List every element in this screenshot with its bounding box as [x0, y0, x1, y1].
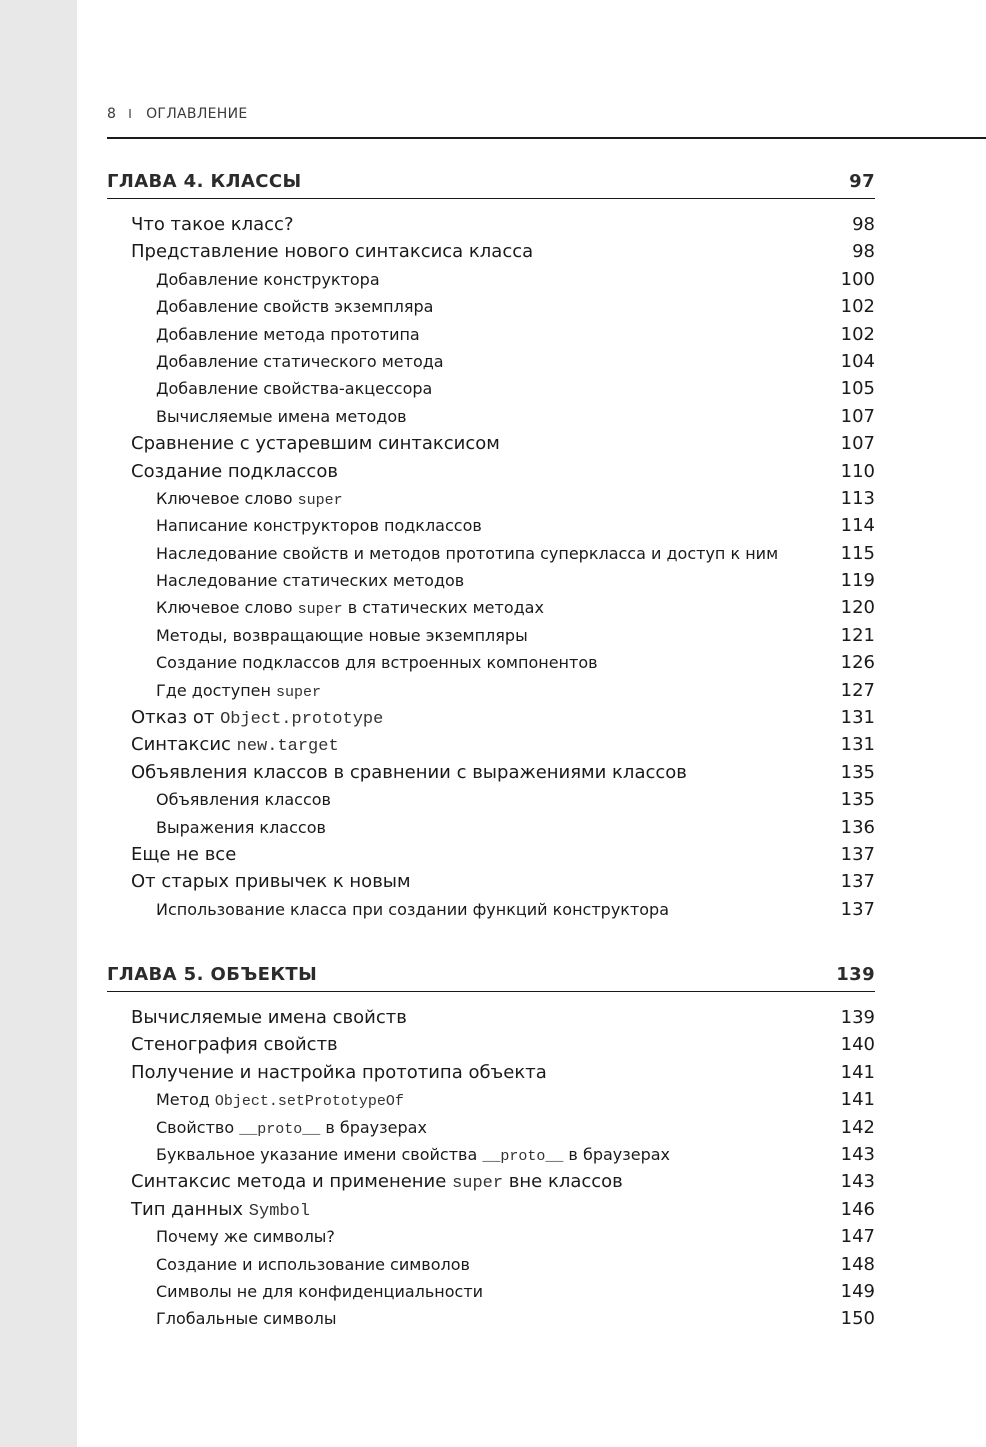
- entry-page: 142: [840, 1116, 875, 1138]
- entry-page: 143: [840, 1143, 875, 1165]
- entry-text: Сравнение с устаревшим синтаксисом: [131, 433, 500, 455]
- page-gutter: [0, 0, 77, 1447]
- entry-page: 120: [840, 597, 875, 619]
- toc-section[interactable]: [107, 458, 875, 485]
- header-title: ОГЛАВЛЕНИЕ: [146, 106, 248, 122]
- toc-section[interactable]: [107, 731, 875, 758]
- entry-page: 135: [840, 789, 875, 811]
- toc-section[interactable]: [107, 1031, 875, 1058]
- entry-text: Что такое класс?: [131, 214, 294, 235]
- entry-title: [156, 403, 407, 430]
- entry-text: От старых привычек к новым: [131, 871, 411, 893]
- entry-text: в браузерах: [320, 1117, 427, 1137]
- entry-title: [156, 896, 669, 923]
- entry-title: [131, 430, 500, 457]
- toc-subsection[interactable]: [107, 293, 875, 320]
- entry-title: [131, 841, 236, 868]
- entry-page: 137: [840, 871, 875, 893]
- entry-title: [156, 512, 482, 539]
- entry-text: Синтаксис метода и применение: [131, 1171, 453, 1193]
- toc-subsection[interactable]: [107, 1278, 875, 1305]
- entry-text: вне классов: [503, 1171, 623, 1193]
- entry-title: [131, 1004, 407, 1031]
- chapter-4: [107, 164, 875, 923]
- entry-page: 114: [840, 515, 875, 537]
- entry-title: [156, 786, 331, 813]
- toc-subsection[interactable]: [107, 896, 875, 923]
- entry-text: Символы не для конфиденциальности: [156, 1281, 484, 1301]
- entry-page: 147: [840, 1226, 875, 1248]
- entry-text: Вычисляемые имена методов: [156, 406, 407, 426]
- entry-page: 110: [840, 460, 875, 482]
- toc-subsection[interactable]: [107, 540, 875, 567]
- code-keyword: Object.prototype: [220, 710, 384, 730]
- entry-text: Еще не все: [131, 843, 237, 865]
- entry-title: [156, 1251, 470, 1278]
- entry-text: Тип данных: [131, 1198, 249, 1220]
- entry-title: [156, 594, 544, 623]
- toc-subsection[interactable]: [107, 321, 875, 348]
- toc-subsection[interactable]: [107, 1305, 875, 1332]
- code-keyword: super: [276, 683, 322, 701]
- toc-entries: [107, 211, 875, 923]
- toc-subsection[interactable]: [107, 677, 875, 704]
- entry-title: [131, 211, 294, 238]
- entry-text: Объявления классов: [156, 790, 331, 810]
- entry-text: Стенография свойств: [131, 1034, 338, 1056]
- entry-text: Почему же символы?: [156, 1227, 335, 1247]
- code-keyword: super: [297, 491, 343, 509]
- entry-title: [131, 1196, 310, 1225]
- entry-title: [131, 704, 383, 733]
- header-rule: [107, 137, 986, 139]
- toc-section[interactable]: [107, 704, 875, 731]
- toc-subsection[interactable]: [107, 1223, 875, 1250]
- entry-text: в браузерах: [563, 1144, 671, 1164]
- entry-text: Где доступен: [156, 680, 277, 700]
- toc-section[interactable]: [107, 1004, 875, 1031]
- toc-section[interactable]: [107, 211, 875, 238]
- entry-title: [156, 485, 343, 514]
- entry-text: Ключевое слово: [156, 598, 298, 618]
- entry-title: [131, 1059, 547, 1086]
- entry-page: 143: [840, 1171, 875, 1193]
- toc-section[interactable]: [107, 759, 875, 786]
- entry-text: Создание и использование символов: [156, 1254, 470, 1274]
- chapter-heading[interactable]: [107, 164, 875, 199]
- page-number: 8: [107, 106, 117, 122]
- code-keyword: super: [297, 601, 343, 619]
- entry-page: 102: [840, 296, 875, 318]
- entry-page: 126: [840, 652, 875, 674]
- entry-title: [156, 293, 433, 320]
- entry-title: [156, 1278, 483, 1305]
- toc-subsection[interactable]: [107, 622, 875, 649]
- entry-title: [156, 1086, 404, 1115]
- entry-text: Синтаксис: [131, 734, 237, 756]
- toc-subsection[interactable]: [107, 266, 875, 293]
- entry-text: Добавление статического метода: [156, 351, 444, 371]
- entry-text: Ключевое слово: [156, 488, 298, 508]
- entry-page: 102: [840, 323, 875, 345]
- entry-text: Создание подклассов для встроенных компонентов: [156, 653, 598, 673]
- entry-text: Свойство: [156, 1117, 240, 1137]
- toc-subsection[interactable]: [107, 814, 875, 841]
- entry-title: [156, 567, 464, 594]
- entry-text: Добавление метода прототипа: [156, 324, 420, 344]
- entry-page: 135: [840, 761, 875, 783]
- entry-text: Вычисляемые имена свойств: [131, 1007, 407, 1028]
- toc-subsection[interactable]: [107, 1086, 875, 1113]
- entry-title: [156, 1305, 336, 1332]
- entry-page: 100: [840, 268, 875, 290]
- entry-title: [156, 622, 528, 649]
- code-keyword: new.target: [236, 737, 339, 757]
- toc-entries: [107, 1004, 875, 1333]
- entry-text: Добавление свойства-акцессора: [156, 379, 433, 399]
- chapter-page: 97: [849, 170, 875, 192]
- toc-subsection[interactable]: [107, 485, 875, 512]
- entry-text: Добавление свойств экземпляра: [156, 297, 434, 317]
- entry-page: 141: [840, 1089, 875, 1111]
- toc-section[interactable]: [107, 868, 875, 895]
- toc-section[interactable]: [107, 430, 875, 457]
- entry-page: 131: [840, 707, 875, 729]
- entry-text: Выражения классов: [156, 817, 326, 837]
- entry-text: Объявления классов в сравнении с выражениями классов: [131, 761, 687, 783]
- toc-subsection[interactable]: [107, 567, 875, 594]
- entry-text: Глобальные символы: [156, 1309, 337, 1329]
- entry-text: в статических методах: [342, 598, 544, 618]
- entry-page: 148: [840, 1253, 875, 1275]
- entry-page: 127: [840, 679, 875, 701]
- entry-page: 113: [840, 487, 875, 509]
- entry-title: [156, 814, 326, 841]
- entry-page: 139: [840, 1007, 875, 1028]
- entry-text: Методы, возвращающие новые экземпляры: [156, 625, 528, 645]
- code-keyword: Symbol: [248, 1201, 311, 1221]
- entry-text: Отказ от: [131, 707, 221, 729]
- entry-title: [156, 677, 321, 706]
- entry-page: 105: [840, 378, 875, 400]
- entry-page: 119: [840, 570, 875, 592]
- toc-subsection[interactable]: [107, 1114, 875, 1141]
- toc-section[interactable]: [107, 1196, 875, 1223]
- chapter-5: [107, 957, 875, 1333]
- toc-subsection[interactable]: [107, 403, 875, 430]
- entry-page: 107: [840, 433, 875, 455]
- entry-page: 107: [840, 405, 875, 427]
- entry-title: [156, 540, 778, 567]
- entry-page: 146: [840, 1198, 875, 1220]
- toc-subsection[interactable]: [107, 348, 875, 375]
- entry-text: Создание подклассов: [131, 460, 338, 482]
- entry-page: 137: [840, 843, 875, 865]
- chapter-title: ГЛАВА 5. ОБЪЕКТЫ: [107, 963, 318, 985]
- entry-title: [131, 868, 411, 895]
- toc-subsection[interactable]: [107, 786, 875, 813]
- entry-text: Использование класса при создании функций конструктора: [156, 899, 670, 919]
- chapter-title: ГЛАВА 4. КЛАССЫ: [107, 170, 302, 192]
- code-keyword: Object.setPrototypeOf: [214, 1093, 404, 1111]
- toc-section[interactable]: [107, 238, 875, 265]
- entry-title: [156, 321, 420, 348]
- code-keyword: super: [452, 1174, 504, 1194]
- entry-text: Наследование статических методов: [156, 571, 465, 591]
- toc-subsection[interactable]: [107, 649, 875, 676]
- entry-text: Написание конструкторов подклассов: [156, 516, 482, 536]
- running-header: [107, 106, 248, 122]
- toc-section[interactable]: [107, 841, 875, 868]
- entry-page: 136: [840, 816, 875, 838]
- entry-text: Метод: [156, 1090, 215, 1110]
- entry-page: 137: [840, 898, 875, 920]
- entry-title: [131, 759, 687, 786]
- toc-subsection[interactable]: [107, 1251, 875, 1278]
- toc-subsection[interactable]: [107, 1141, 875, 1168]
- entry-title: [156, 1141, 670, 1170]
- entry-title: [156, 1114, 427, 1143]
- entry-text: Наследование свойств и методов прототипа суперкласса и доступ к ним: [156, 543, 779, 563]
- code-keyword: __proto__: [482, 1147, 564, 1165]
- entry-title: [156, 375, 432, 402]
- entry-title: [156, 266, 380, 293]
- header-separator: I: [128, 107, 133, 121]
- entry-page: 150: [840, 1308, 875, 1330]
- entry-title: [156, 649, 598, 676]
- toc-subsection[interactable]: [107, 594, 875, 621]
- entry-title: [131, 731, 339, 760]
- entry-page: 104: [840, 350, 875, 372]
- entry-page: 121: [840, 624, 875, 646]
- toc-section[interactable]: [107, 1168, 875, 1195]
- entry-text: Буквальное указание имени свойства: [156, 1144, 483, 1164]
- entry-title: [131, 238, 533, 265]
- entry-title: [131, 1031, 338, 1058]
- toc-subsection[interactable]: [107, 375, 875, 402]
- chapter-page: 139: [836, 963, 875, 985]
- entry-page: 98: [852, 214, 875, 235]
- entry-text: Добавление конструктора: [156, 269, 380, 289]
- entry-title: [156, 1223, 335, 1250]
- entry-title: [131, 1168, 623, 1197]
- entry-page: 149: [840, 1280, 875, 1302]
- entry-title: [131, 458, 338, 485]
- toc-section[interactable]: [107, 1059, 875, 1086]
- entry-page: 131: [840, 734, 875, 756]
- entry-page: 115: [840, 542, 875, 564]
- entry-page: 140: [840, 1034, 875, 1056]
- chapter-heading[interactable]: [107, 957, 875, 992]
- entry-text: Представление нового синтаксиса класса: [131, 241, 534, 263]
- toc-subsection[interactable]: [107, 512, 875, 539]
- code-keyword: __proto__: [239, 1120, 321, 1138]
- entry-page: 141: [840, 1061, 875, 1083]
- entry-text: Получение и настройка прототипа объекта: [131, 1061, 547, 1083]
- entry-title: [156, 348, 444, 375]
- entry-page: 98: [852, 241, 875, 263]
